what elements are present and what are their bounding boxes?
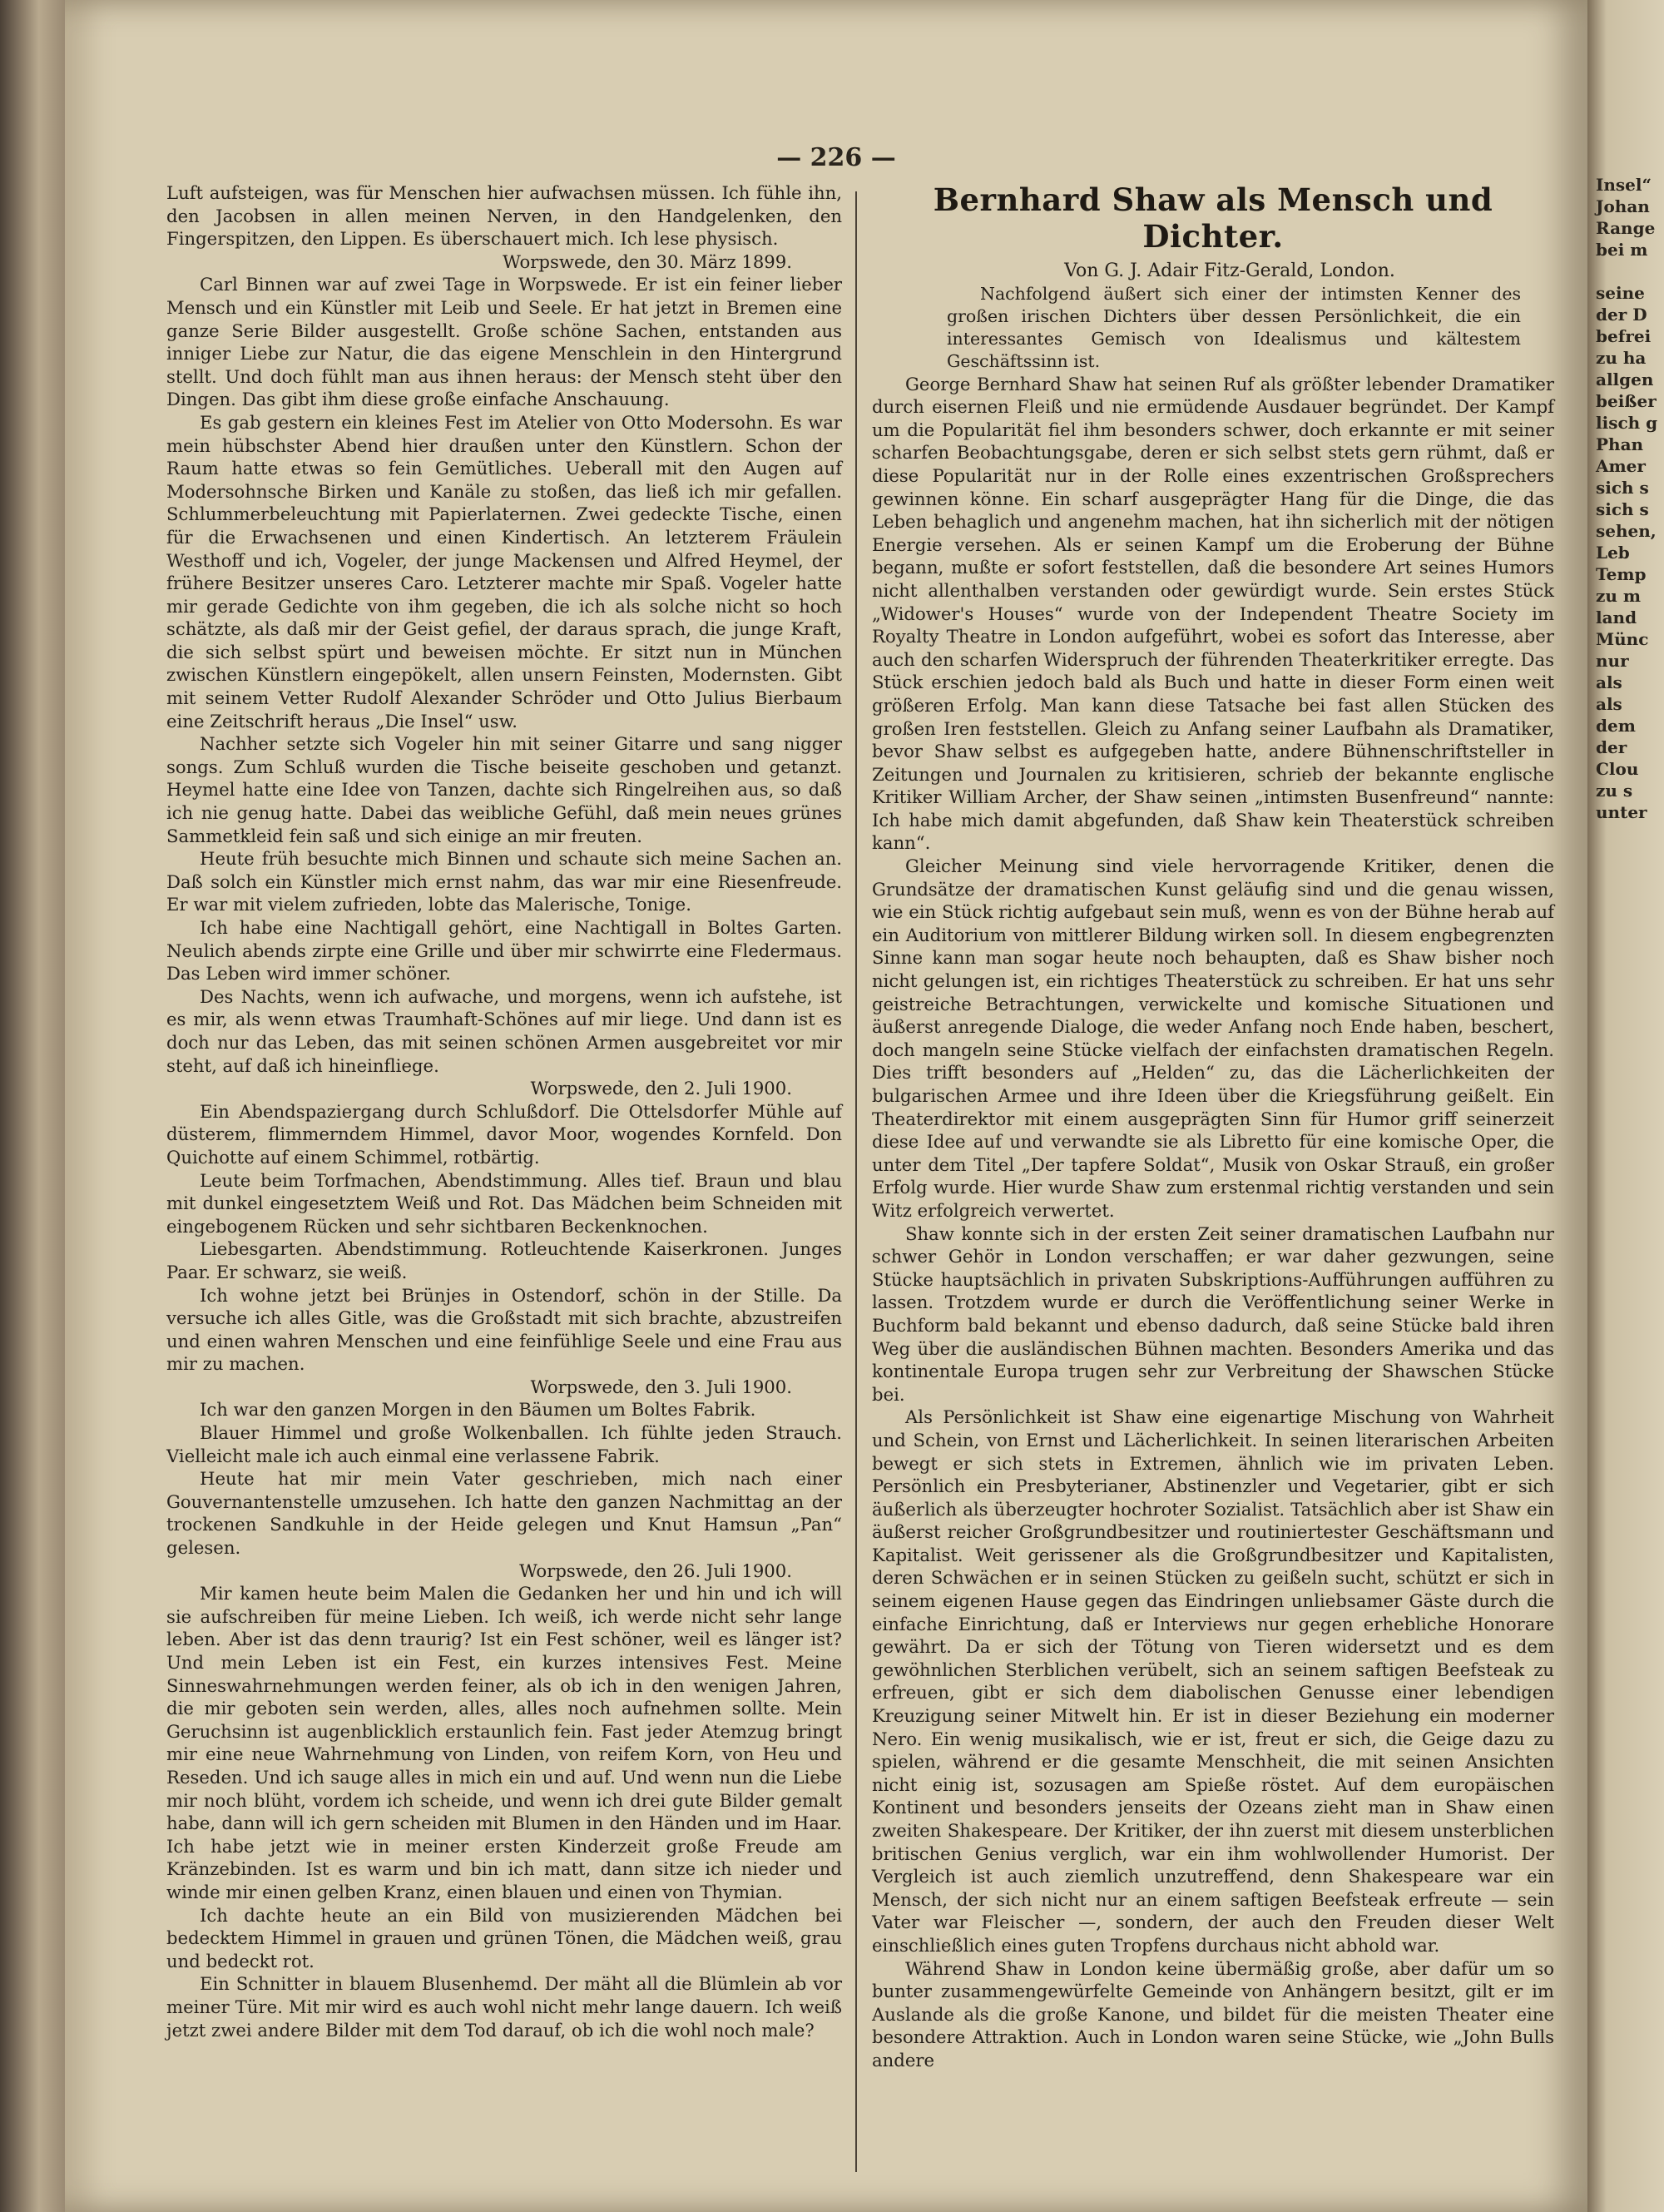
diary-dateline: Worpswede, den 2. Juli 1900.	[530, 1078, 792, 1099]
diary-dateline: Worpswede, den 26. Juli 1900.	[519, 1560, 792, 1581]
diary-paragraph: Ein Abendspaziergang durch Schlußdorf. Die Ottelsdorfer Mühle auf düsterem, flimmerndem Himmel, davor Moor, wogendes Kornfeld. Don Quichotte auf einem Schimmel, rotbärtig.	[166, 1100, 842, 1168]
article-body	[872, 373, 1554, 2072]
article-paragraph: George Bernhard Shaw hat seinen Ruf als größter lebender Dramatiker durch eisernen Fleiß und nie ermüdende Ausdauer begründet. Der Kampf um die Popularität fiel ihm besonders schwer, doch erkannte er mit seiner scharfen Beobachtungsgabe, deren er sich selbst stets gern rühmt, daß er diese Popularität nur in der Rolle eines exzentrischen Großsprechers gewinnen könne. Ein scharf ausgeprägter Hang für die Dinge, die das Leben behaglich und angenehm machen, hat ihn sicherlich mit der nötigen Energie versehen. Als er seinen Kampf um die Eroberung der Bühne begann, mußte er sofort feststellen, daß die besondere Art seines Humors nicht allenthalben verstanden oder gewürdigt wurde. Sein erstes Stück „Widower's Houses“ wurde von der Independent Theatre Society im Royalty Theatre in London aufgeführt, wobei es sofort das Interesse, aber auch den scharfen Widerspruch der führenden Theaterkritiker erregte. Das Stück erschien jedoch bald als Buch und hatte in dieser Form einen weit größeren Erfolg. Man kann diese Tatsache bei fast allen Stücken des großen Iren feststellen. Gleich zu Anfang seiner Laufbahn als Dramatiker, bevor Shaw selbst es aufgegeben hatte, andere Bühnenschriftsteller in Zeitungen und Journalen zu kritisieren, schrieb der bekannte englische Kritiker William Archer, der Shaw seinen „intimsten Busenfreund“ nannte: Ich habe mich damit abgefunden, daß Shaw kein Theaterstück schreiben kann“.	[872, 373, 1554, 854]
book-page	[65, 0, 1587, 2212]
diary-paragraph: Ich dachte heute an ein Bild von musizierenden Mädchen bei bedecktem Himmel in grauen und grünen Tönen, die Mädchen weiß, grau und bedeckt rot.	[166, 1904, 842, 1971]
facing-page-fragment: Clou	[1596, 759, 1639, 779]
diary-paragraph: Liebesgarten. Abendstimmung. Rotleuchtende Kaiserkronen. Junges Paar. Er schwarz, sie weiß.	[166, 1238, 842, 1282]
article-paragraph: Während Shaw in London keine übermäßig große, aber dafür um so bunter zusammengewürfelte Gemeinde von Anhängern besitzt, gilt er im Auslande als die große Kanone, und bildet für die meisten Theater eine besondere Attraktion. Auch in London waren seine Stücke, wie „John Bulls andere	[872, 1957, 1554, 2071]
facing-page-fragment: allgen	[1596, 369, 1654, 389]
facing-page-fragment: der	[1596, 737, 1627, 757]
facing-page-fragment: sich s	[1596, 478, 1649, 498]
book-spine-edge	[0, 0, 65, 2212]
diary-paragraph: Ich war den ganzen Morgen in den Bäumen um Boltes Fabrik.	[200, 1399, 756, 1421]
article-paragraph: Als Persönlichkeit ist Shaw eine eigenartige Mischung von Wahrheit und Schein, von Ernst und Lächerlichkeit. In seinen literarischen Arbeiten bewegt er sich stets in Extremen, ähnlich wie im privaten Leben. Persönlich ein Presbyterianer, Abstinenzler und Vegetarier, gibt er sich äußerlich als überzeugter hochroter Sozialist. Tatsächlich aber ist Shaw ein äußerst reicher Großgrundbesitzer und routiniertester Geschäftsmann und Kapitalist. Weit gerissener als die Großgrundbesitzer und Kapitalisten, deren Schwächen er in seinen Stücken zu geißeln sucht, schützt er sich in seinem eigenen Hause gegen das Eindringen unliebsamer Gäste durch die einfache Einrichtung, daß er Interviews nur gegen erhebliche Honorare gewährt. Da er sich der Tötung von Tieren widersetzt und es dem gewöhnlichen Sterblichen verübelt, sich an seinem saftigen Beefsteak zu erfreuen, gibt er sich dem diabolischen Genusse einer lebendigen Kreuzigung seiner Mitwelt hin. Er ist in dieser Beziehung ein moderner Nero. Ein wenig musikalisch, wie er ist, freut er sich, die Geige dazu zu spielen, während er die gesamte Menschheit, die mit seinen Ansichten nicht einig ist, sozusagen am Spieße röstet. Auf dem europäischen Kontinent und besonders jenseits der Ozeans zieht man in Shaw einen zweiten Shakespeare. Der Kritiker, der ihn zuerst mit diesem unsterblichen britischen Genius verglich, war ein ihm wohlwollender Humorist. Der Vergleich ist auch ziemlich unzutreffend, denn Shakespeare war ein Mensch, der sich nicht nur an einem saftigen Beefsteak erfreute — sein Vater war Fleischer —, sondern, der auch den Freuden dieser Welt einschließlich eines guten Tropfens durchaus nicht abhold war.	[872, 1406, 1554, 1956]
page-number: — 226 —	[776, 143, 896, 172]
facing-page-fragment: zu s	[1596, 781, 1633, 801]
diary-paragraph: Mir kamen heute beim Malen die Gedanken her und hin und ich will sie aufschreiben für meine Lieben. Ich weiß, ich werde nicht sehr lange leben. Aber ist das denn traurig? Ist ein Fest schöner, weil es länger ist? Und mein Leben ist ein Fest, ein kurzes intensives Fest. Meine Sinneswahrnehmungen werden feiner, als ob ich in den wenigen Jahren, die mir geboten sein werden, alles, alles noch aufnehmen sollte. Mein Geruchsinn ist augenblicklich erstaunlich fein. Fast jeder Atemzug bringt mir eine neue Wahrnehmung von Linden, von reifem Korn, von Heu und Reseden. Und ich sauge alles in mich ein und auf. Und wenn nun die Liebe mir noch blüht, vordem ich scheide, und wenn ich drei gute Bilder gemalt habe, dann will ich gern scheiden mit Blumen in den Händen und im Haar. Ich habe jetzt wie in meiner ersten Kinderzeit große Freude am Kränzebinden. Ist es warm und bin ich matt, dann sitze ich nieder und winde mir einen gelben Kranz, einen blauen und einen von Thymian.	[166, 1583, 842, 1902]
facing-page-fragment: lisch g	[1596, 413, 1658, 433]
diary-paragraph: Leute beim Torfmachen, Abendstimmung. Alles tief. Braun und blau mit dunkel eingesetztem Weiß und Rot. Das Mädchen beim Schneiden mit eingebogenem Rücken und sehr sichtbaren Beckenknochen.	[166, 1169, 842, 1237]
diary-paragraph: Carl Binnen war auf zwei Tage in Worpswede. Er ist ein feiner lieber Mensch und ein Künstler mit Leib und Seele. Er hat jetzt in Bremen eine ganze Serie Bilder ausgestellt. Große schöne Sachen, entstanden aus inniger Liebe zur Natur, die das eigene Menschlein in den Hintergrund stellt. Und doch fühlt man aus ihnen heraus: der Mensch steht über den Dingen. Das gibt ihm diese große einfache Anschauung.	[166, 274, 842, 410]
diary-paragraph: Ich habe eine Nachtigall gehört, eine Nachtigall in Boltes Garten. Neulich abends zirpte eine Grille und über mir schwirrte eine Fledermaus. Das Leben wird immer schöner.	[166, 917, 842, 984]
facing-page-edge	[1587, 0, 1664, 2212]
diary-paragraph: Es gab gestern ein kleines Fest im Atelier von Otto Modersohn. Es war mein hübschster Abend hier draußen unter den Künstlern. Schon der Raum hatte etwas so fein Gemütliches. Ueberall mit den Augen auf Modersohnsche Birken und Kanäle zu stoßen, das ließ ich mir gefallen. Schlummerbeleuchtung mit Papierlaternen. Zwei gedeckte Tische, einen für die Erwachsenen und einen Kindertisch. An letzterem Fräulein Westhoff und ich, Vogeler, der junge Mackensen und Alfred Heymel, der frühere Besitzer unseres Caro. Letzterer machte mir Spaß. Vogeler hatte mir gerade Gedichte von ihm gegeben, die ich als solche nicht so hoch schätzte, als daß mir der Geist gefiel, der daraus sprach, die junge Kraft, die sich selbst spürt und beweisen möchte. Er sitzt nun in München zwischen Künstlern eingepökelt, allen unsern Feinsten, Modernsten. Gibt mit seinem Vetter Rudolf Alexander Schröder und Otto Julius Bierbaum eine Zeitschrift heraus „Die Insel“ usw.	[166, 411, 842, 732]
facing-page-fragment: Amer	[1596, 456, 1646, 476]
facing-page-fragment: dem	[1596, 716, 1636, 736]
facing-page-fragment: seine	[1596, 283, 1645, 303]
diary-dateline: Worpswede, den 3. Juli 1900.	[530, 1376, 792, 1397]
facing-page-fragment: als	[1596, 694, 1622, 714]
facing-page-fragment: sich s	[1596, 499, 1649, 519]
diary-dateline: Worpswede, den 30. März 1899.	[503, 250, 792, 272]
facing-page-fragment: sehen,	[1596, 521, 1657, 541]
diary-paragraph: Heute früh besuchte mich Binnen und schaute sich meine Sachen an. Daß solch ein Künstler mich ernst nahm, das war mir eine Riesenfreude. Er war mit vielem zufrieden, lobte das Malerische, Tonige.	[166, 848, 842, 915]
diary-paragraph: Des Nachts, wenn ich aufwache, und morgens, wenn ich aufstehe, ist es mir, als wenn etwas Traumhaft-Schönes auf mir liege. Und dann ist es doch nur das Leben, das mit seinen schönen Armen ausgebreitet vor mir steht, auf daß ich hineinfliege.	[166, 985, 842, 1076]
diary-paragraph: Nachher setzte sich Vogeler hin mit seiner Gitarre und sang nigger songs. Zum Schluß wurden die Tische beiseite geschoben und getanzt. Heymel hatte eine Idee von Tanzen, dachte sich Ringelreihen aus, so daß ich nie genug hatte. Dabei das weibliche Gefühl, daß mein neues grünes Sammetkleid fein saß und sich einige an mir freuten.	[166, 733, 842, 846]
facing-page-fragment: land	[1596, 608, 1637, 627]
facing-page-fragment: Insel“	[1596, 175, 1652, 195]
facing-page-fragment: Leb	[1596, 543, 1630, 563]
facing-page-fragment: beißer	[1596, 391, 1657, 411]
diary-paragraph: Blauer Himmel und große Wolkenballen. Ich fühlte jeden Strauch. Vielleicht male ich auch einmal eine verlassene Fabrik.	[166, 1422, 842, 1466]
article-paragraph: Gleicher Meinung sind viele hervorragende Kritiker, denen die Grundsätze der dramatischen Kunst geläufig sind und die genau wissen, wie ein Stück richtig aufgebaut sein muß, wenn es von der Bühne herab auf ein Auditorium von mittlerer Bildung wirken soll. In diesem engbegrenzten Sinne kann man sogar heute noch behaupten, daß es Shaw bisher noch nicht gelungen ist, ein richtiges Theaterstück zu schreiben. Er hat uns sehr geistreiche Betrachtungen, verwickelte und komische Situationen und äußerst anregende Dialoge, die weder Anfang noch Ende haben, beschert, doch mangeln seine Stücke vielfach der einfachsten dramatischen Regeln. Dies trifft besonders auf „Helden“ zu, das die Lächerlichkeiten der bulgarischen Armee und ihre Ideen über die Kriegsführung geißelt. Ein Theaterdirektor mit einem ausgeprägten Sinn für Humor griff seinerzeit diese Idee auf und verwandte sie als Libretto für eine komische Oper, die unter dem Titel „Der tapfere Soldat“, Musik von Oskar Strauß, ein großer Erfolg wurde. Hier wurde Shaw zum erstenmal richtig verstanden und sein Witz erfolgreich verwertet.	[872, 856, 1554, 1221]
column-rule	[855, 191, 857, 2172]
article-paragraph: Shaw konnte sich in der ersten Zeit seiner dramatischen Laufbahn nur schwer Gehör in London verschaffen; er war daher gezwungen, seine Stücke hauptsächlich in privaten Subskriptions-Aufführungen aufführen zu lassen. Trotzdem wurde er durch die Veröffentlichung seiner Werke in Buchform bald bekannt und ebenso dadurch, daß seine Stücke bald ihren Weg über die ausländischen Bühnen machten. Besonders Amerika und das kontinentale Europa trugen sehr zur Verbreitung der Shawschen Stücke bei.	[872, 1223, 1554, 1405]
facing-page-fragment: Phan	[1596, 434, 1644, 454]
facing-page-fragment: Range	[1596, 218, 1656, 238]
left-column	[166, 181, 842, 2041]
article-byline: Von G. J. Adair Fitz-Gerald, London.	[1064, 260, 1395, 281]
right-column	[872, 181, 1554, 2072]
diary-paragraph: Ich wohne jetzt bei Brünjes in Ostendorf, schön in der Stille. Da versuche ich alles Gitle, was die Großstadt mit sich brachte, abzustreifen und einen wahren Menschen und eine feinfühlige Seele und eine Frau aus mir zu machen.	[166, 1284, 842, 1375]
diary-paragraph: Luft aufsteigen, was für Menschen hier aufwachsen müssen. Ich fühle ihn, den Jacobsen in allen meinen Nerven, in den Handgelenken, den Fingerspitzen, den Lippen. Es überschauert mich. Ich lese physisch.	[166, 182, 842, 250]
facing-page-fragment: Johan	[1596, 196, 1650, 216]
facing-page-fragment: als	[1596, 672, 1622, 692]
facing-page-fragment: zu ha	[1596, 348, 1647, 368]
facing-page-fragment: bei m	[1596, 240, 1648, 260]
facing-page-fragment: Temp	[1596, 564, 1647, 584]
facing-page-fragment: Münc	[1596, 629, 1649, 649]
article-title: Bernhard Shaw als Mensch und Dichter.	[933, 181, 1493, 255]
facing-page-fragment: der D	[1596, 305, 1647, 325]
facing-page-fragment: befrei	[1596, 326, 1652, 346]
facing-page-fragment: zu m	[1596, 586, 1642, 606]
facing-page-fragment: nur	[1596, 651, 1629, 671]
diary-paragraph: Heute hat mir mein Vater geschrieben, mich nach einer Gouvernantenstelle umzusehen. Ich hatte den ganzen Nachmittag an der trockenen Sandkuhle in der Heide gelegen und Knut Hamsun „Pan“ gelesen.	[166, 1468, 842, 1559]
article-lead: Nachfolgend äußert sich einer der intimsten Kenner des großen irischen Dichters über dessen Persönlichkeit, die ein interessantes Gemisch von Idealismus und kältestem Geschäftssinn ist.	[947, 283, 1521, 371]
facing-page-fragment: unter	[1596, 802, 1647, 822]
diary-paragraph: Ein Schnitter in blauem Blusenhemd. Der mäht all die Blümlein ab vor meiner Türe. Mit mir wird es auch wohl nicht mehr lange dauern. Ich weiß jetzt zwei andere Bilder mit dem Tod darauf, ob ich die wohl noch male?	[166, 1973, 842, 2041]
